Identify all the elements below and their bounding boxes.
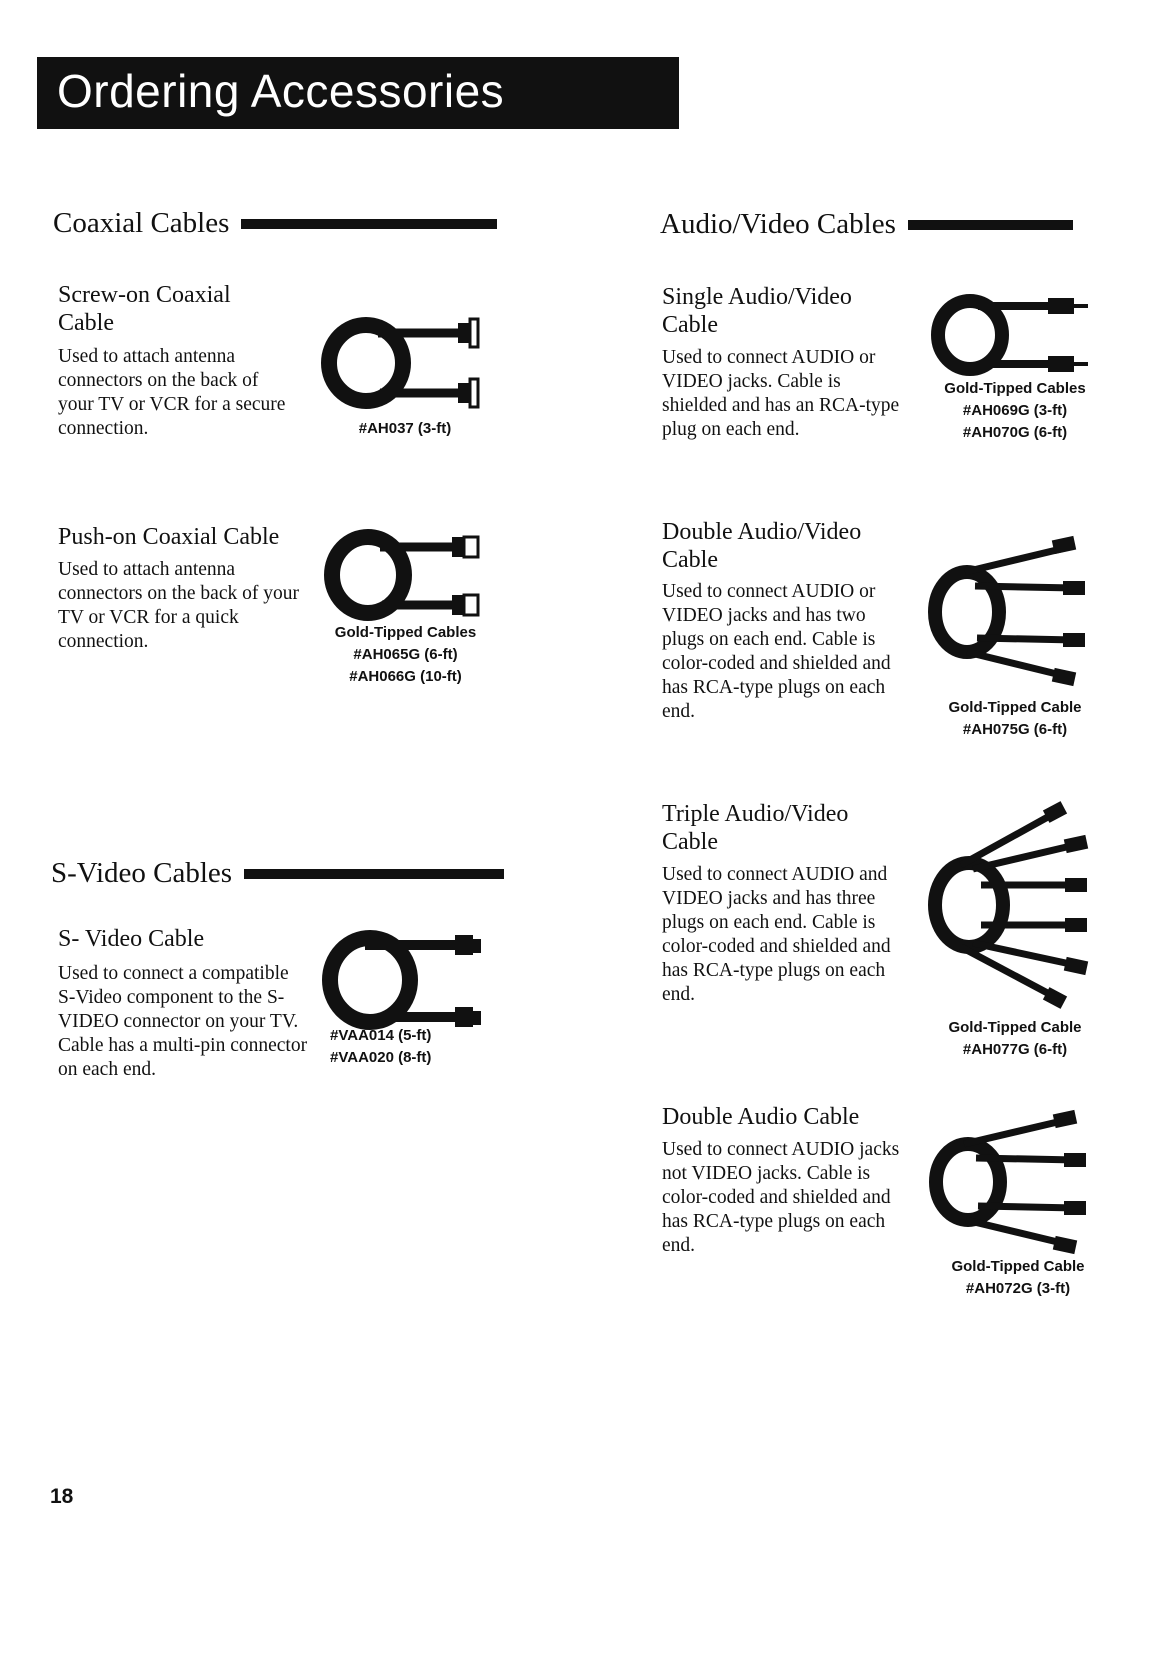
double-audio-cable-title: Double Audio Cable <box>662 1104 860 1130</box>
coaxial-push-on-cable-icon <box>322 525 492 625</box>
section-rule <box>244 869 504 879</box>
section-rule <box>241 219 497 229</box>
screw-on-coaxial-title: Screw-on Coaxial Cable <box>58 282 231 336</box>
double-av-cable-part-numbers <box>925 697 1105 741</box>
caption-line: #AH075G (6-ft) <box>962 721 1068 738</box>
double-audio-cable-part-numbers <box>928 1256 1108 1300</box>
audio-video-section-header <box>660 208 1073 241</box>
svideo-section-header <box>51 857 504 890</box>
double-audio-cable-icon <box>928 1110 1108 1255</box>
coaxial-section-title: Coaxial Cables <box>53 207 230 239</box>
caption-line: #AH069G (3-ft) <box>962 402 1068 419</box>
caption-line: Gold-Tipped Cable <box>948 1019 1082 1036</box>
svideo-cable-description: Used to connect a compatible S-Video component to the S-VIDEO connector on your TV. Cable has a multi-pin connector on each end. <box>58 963 308 1080</box>
caption-line: #AH037 (3-ft) <box>358 420 452 437</box>
double-audio-cable-description: Used to connect AUDIO jacks not VIDEO jacks. Cable is color-coded and shielded and has RCA-type plugs on each end. <box>662 1139 900 1256</box>
caption-line: #VAA020 (8-ft) <box>330 1049 432 1066</box>
push-on-coaxial-part-numbers <box>318 622 493 688</box>
triple-av-cable-part-numbers <box>925 1017 1105 1061</box>
caption-line: #AH072G (3-ft) <box>965 1280 1071 1297</box>
coaxial-section-header <box>53 207 497 240</box>
caption-line: Gold-Tipped Cable <box>948 699 1082 716</box>
screw-on-coaxial-description: Used to attach antenna connectors on the back of your TV or VCR for a secure connection. <box>58 346 286 439</box>
caption-line: Gold-Tipped Cables <box>334 624 477 641</box>
caption-line: Gold-Tipped Cable <box>951 1258 1085 1275</box>
single-av-cable-part-numbers <box>925 378 1105 444</box>
title-banner <box>37 57 679 129</box>
coaxial-screw-on-cable-icon <box>318 315 488 410</box>
s-video-cable-icon <box>315 925 495 1030</box>
section-rule <box>908 220 1073 230</box>
single-av-cable-description: Used to connect AUDIO or VIDEO jacks. Cable is shielded and has an RCA-type plug on each end. <box>662 347 900 440</box>
caption-line: Gold-Tipped Cables <box>944 380 1086 397</box>
svideo-cable-title: S- Video Cable <box>58 926 205 952</box>
triple-av-cable-icon <box>925 805 1105 1005</box>
caption-line: #AH070G (6-ft) <box>962 424 1068 441</box>
triple-av-cable-description: Used to connect AUDIO and VIDEO jacks and has three plugs on each end. Cable is color-coded and shielded and has RCA-type plugs on each end. <box>662 864 891 1005</box>
double-av-cable-icon <box>925 530 1105 690</box>
svideo-section-title: S-Video Cables <box>51 857 233 889</box>
single-av-cable-icon <box>928 290 1108 380</box>
page-number: 18 <box>50 1485 74 1508</box>
push-on-coaxial-description: Used to attach antenna connectors on the back of your TV or VCR for a quick connection. <box>58 559 299 652</box>
single-av-cable-title: Single Audio/Video Cable <box>662 284 852 338</box>
push-on-coaxial-title: Push-on Coaxial Cable <box>58 524 280 550</box>
caption-line: #AH077G (6-ft) <box>962 1041 1068 1058</box>
caption-line: #AH065G (6-ft) <box>353 646 458 663</box>
triple-av-cable-title: Triple Audio/Video Cable <box>662 801 849 855</box>
double-av-cable-title: Double Audio/Video Cable <box>662 519 862 573</box>
caption-line: #AH066G (10-ft) <box>349 668 462 685</box>
svideo-cable-part-numbers <box>330 1025 470 1069</box>
page-title: Ordering Accessories <box>57 65 505 117</box>
audio-video-section-title: Audio/Video Cables <box>660 208 896 240</box>
double-av-cable-description: Used to connect AUDIO or VIDEO jacks and has two plugs on each end. Cable is color-coded and shielded and has RCA-type plugs on each end. <box>662 581 891 722</box>
screw-on-coaxial-part-numbers <box>335 418 475 440</box>
caption-line: #VAA014 (5-ft) <box>330 1027 432 1044</box>
